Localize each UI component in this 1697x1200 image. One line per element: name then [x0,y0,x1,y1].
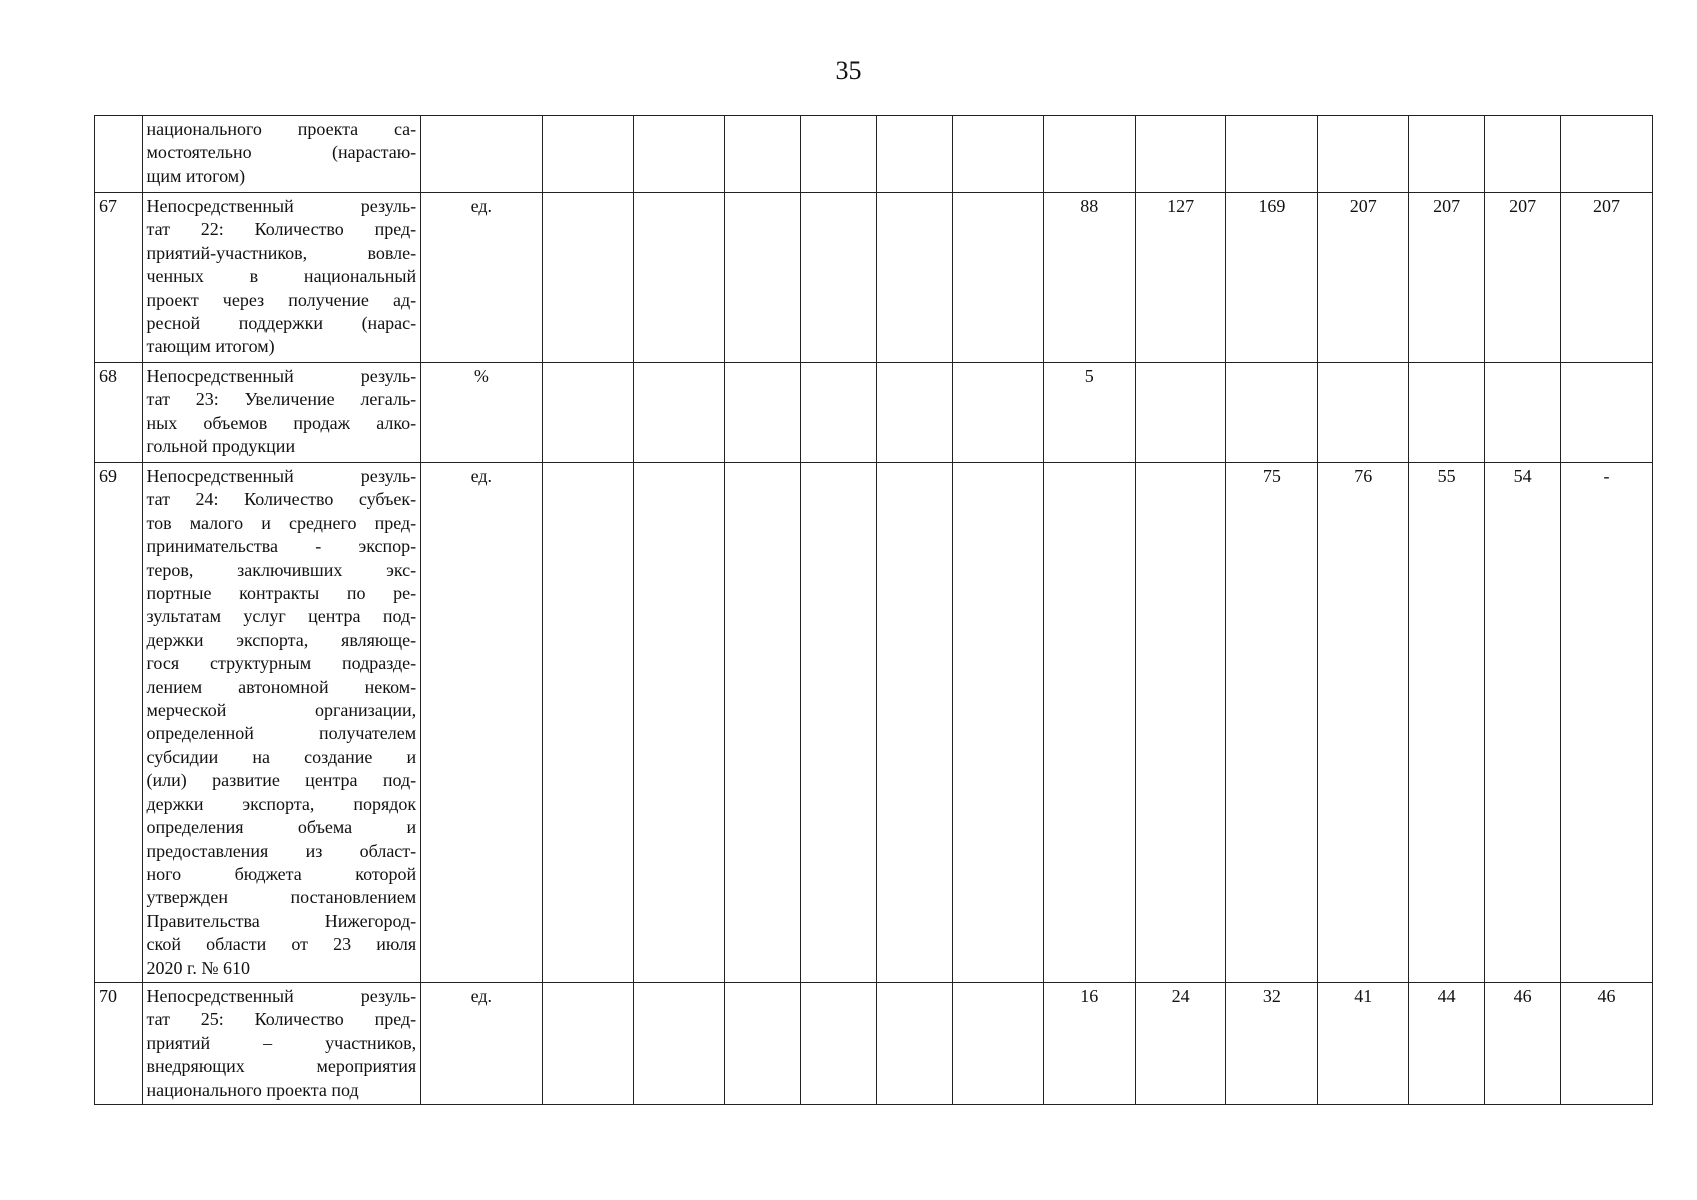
value-cell [542,363,634,463]
description-line: Правительства Нижегород- [146,910,417,931]
value-cell [801,193,877,363]
value-cell [725,983,801,1105]
row-number: 67 [95,193,143,363]
description-line: предоставления из област- [146,840,417,861]
value-cell: 41 [1318,983,1409,1105]
value-cell [877,116,953,193]
description-line: проект через получение ад- [146,289,417,310]
value-cell: 32 [1226,983,1318,1105]
description-line: тающим итогом) [146,336,275,357]
value-cell: 44 [1409,983,1485,1105]
description-line: (или) развитие центра под- [146,770,417,791]
value-cell: 207 [1409,193,1485,363]
description-line: тат 23: Увеличение легаль- [146,389,417,410]
value-cell [1135,363,1226,463]
description-line: приятий – участников, [146,1032,417,1053]
description-line: держки экспорта, являюще- [146,629,417,650]
unit-cell: ед. [421,983,542,1105]
value-cell [953,193,1044,363]
value-cell [1226,116,1318,193]
value-cell [953,116,1044,193]
value-cell [801,463,877,983]
description-line: субсидии на создание и [146,746,417,767]
value-cell [1409,363,1485,463]
indicators-table [94,115,1653,1105]
description-line: ченных в национальный [146,266,417,287]
value-cell: 76 [1318,463,1409,983]
value-cell: 55 [1409,463,1485,983]
description-line: зультатам услуг центра под- [146,606,417,627]
unit-cell: ед. [421,193,542,363]
value-cell: 46 [1561,983,1653,1105]
description-line: ного бюджета которой [146,863,417,884]
value-cell [801,363,877,463]
value-cell: 127 [1135,193,1226,363]
value-cell [1485,363,1561,463]
description-line: гольной продукции [146,436,296,457]
description-line: ской области от 23 июля [146,934,417,955]
value-cell [1409,116,1485,193]
indicator-description [142,463,421,983]
value-cell [1135,116,1226,193]
table-row [95,463,1653,983]
row-number: 68 [95,363,143,463]
row-number: 70 [95,983,143,1105]
description-line: тов малого и среднего пред- [146,512,417,533]
description-line: тат 24: Количество субъек- [146,489,417,510]
description-line: Непосредственный резуль- [146,466,417,486]
value-cell: 207 [1561,193,1653,363]
value-cell: 5 [1043,363,1135,463]
description-line: щим итогом) [146,165,246,186]
value-cell: 16 [1043,983,1135,1105]
description-line: держки экспорта, порядок [146,793,417,814]
description-line: мерческой организации, [146,700,417,721]
description-line: 2020 г. № 610 [146,957,251,978]
description-line: определения объема и [146,817,417,838]
value-cell [634,193,725,363]
value-cell [542,983,634,1105]
description-line: утвержден постановлением [146,887,417,908]
row-number [95,116,143,193]
value-cell: - [1561,463,1653,983]
value-cell [634,463,725,983]
description-line: гося структурным подразде- [146,653,417,674]
value-cell [801,116,877,193]
value-cell [725,116,801,193]
page-number: 35 [835,56,862,85]
indicator-description [142,193,421,363]
value-cell: 46 [1485,983,1561,1105]
value-cell [877,983,953,1105]
table-row [95,983,1653,1105]
description-line: национального проекта са- [146,119,417,139]
description-line: определенной получателем [146,723,417,744]
description-line: лением автономной неком- [146,676,417,697]
value-cell [542,463,634,983]
table-row [95,193,1653,363]
description-line: приятий-участников, вовле- [146,242,417,263]
description-line: ресной поддержки (нарас- [146,313,417,334]
table-row [95,363,1653,463]
value-cell [953,983,1044,1105]
value-cell [953,363,1044,463]
description-line: национального проекта под [146,1079,359,1100]
indicator-description [142,363,421,463]
description-line: внедряющих мероприятия [146,1056,417,1077]
description-line: теров, заключивших экс- [146,559,417,580]
table-row [95,116,1653,193]
value-cell [634,983,725,1105]
value-cell [542,116,634,193]
value-cell [877,363,953,463]
value-cell: 169 [1226,193,1318,363]
unit-cell: % [421,363,542,463]
value-cell [725,193,801,363]
value-cell [801,983,877,1105]
value-cell [542,193,634,363]
value-cell [877,463,953,983]
value-cell: 75 [1226,463,1318,983]
value-cell [725,463,801,983]
value-cell [1043,463,1135,983]
value-cell: 207 [1485,193,1561,363]
value-cell [1043,116,1135,193]
description-line: Непосредственный резуль- [146,986,417,1006]
value-cell [1318,116,1409,193]
description-line: Непосредственный резуль- [146,196,417,216]
indicator-description [142,116,421,193]
description-line: тат 25: Количество пред- [146,1009,417,1030]
value-cell [634,363,725,463]
value-cell [634,116,725,193]
description-line: принимательства - экспор- [146,536,417,557]
value-cell: 54 [1485,463,1561,983]
value-cell [877,193,953,363]
value-cell [953,463,1044,983]
indicator-description [142,983,421,1105]
description-line: ных объемов продаж алко- [146,412,417,433]
value-cell [1135,463,1226,983]
description-line: Непосредственный резуль- [146,366,417,386]
value-cell [1226,363,1318,463]
value-cell: 207 [1318,193,1409,363]
value-cell [1318,363,1409,463]
value-cell: 24 [1135,983,1226,1105]
value-cell [1561,116,1653,193]
description-line: мостоятельно (нарастаю- [146,142,417,163]
unit-cell: ед. [421,463,542,983]
row-number: 69 [95,463,143,983]
description-line: портные контракты по ре- [146,583,417,604]
value-cell: 88 [1043,193,1135,363]
unit-cell [421,116,542,193]
value-cell [1485,116,1561,193]
description-line: тат 22: Количество пред- [146,219,417,240]
value-cell [725,363,801,463]
value-cell [1561,363,1653,463]
